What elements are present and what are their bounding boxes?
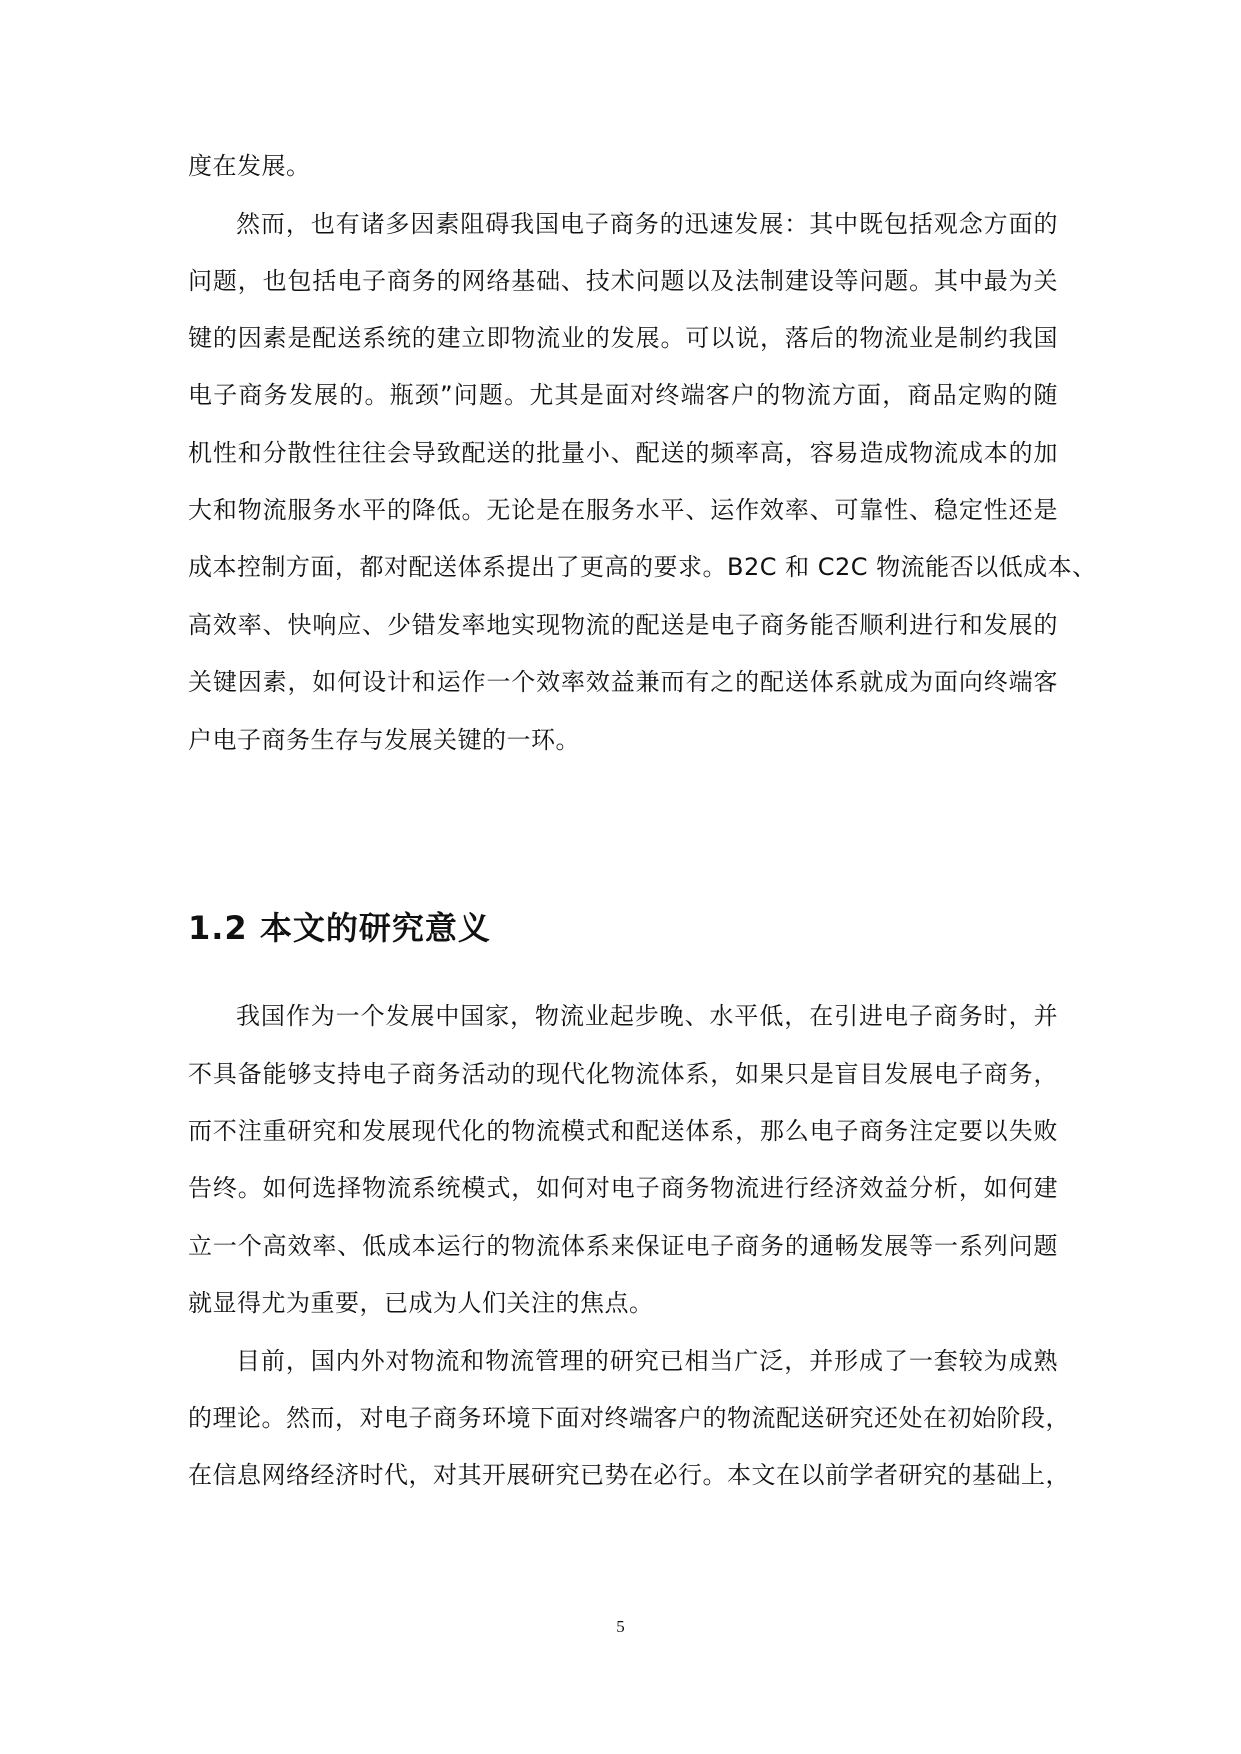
paragraph-line: 立一个高效率、低成本运行的物流体系来保证电子商务的通畅发展等一系列问题: [188, 1232, 1058, 1260]
paragraph-line: 在信息网络经济时代，对其开展研究已势在必行。本文在以前学者研究的基础上，: [188, 1461, 1070, 1489]
paragraph-line: 高效率、快响应、少错发率地实现物流的配送是电子商务能否顺利进行和发展的: [188, 611, 1058, 639]
page-number: 5: [616, 1617, 625, 1636]
paragraph-line: 我国作为一个发展中国家，物流业起步晚、水平低，在引进电子商务时，并: [236, 1002, 1058, 1030]
paragraph-line: 问题，也包括电子商务的网络基础、技术问题以及法制建设等问题。其中最为关: [188, 267, 1058, 295]
paragraph-line: 大和物流服务水平的降低。无论是在服务水平、运作效率、可靠性、稳定性还是: [188, 496, 1058, 524]
paragraph-line: 机性和分散性往往会导致配送的批量小、配送的频率高，容易造成物流成本的加: [188, 439, 1058, 467]
paragraph-line: 成本控制方面，都对配送体系提出了更高的要求。B2C 和 C2C 物流能否以低成本、: [188, 553, 1097, 581]
paragraph-line: 度在发展。: [188, 152, 311, 180]
paragraph-line: 的理论。然而，对电子商务环境下面对终端客户的物流配送研究还处在初始阶段，: [188, 1404, 1070, 1432]
paragraph-line: 告终。如何选择物流系统模式，如何对电子商务物流进行经济效益分析，如何建: [188, 1174, 1058, 1202]
paragraph-line: 键的因素是配送系统的建立即物流业的发展。可以说，落后的物流业是制约我国: [188, 324, 1058, 352]
paragraph-line: 不具备能够支持电子商务活动的现代化物流体系，如果只是盲目发展电子商务，: [188, 1060, 1058, 1088]
paragraph-line: 户电子商务生存与发展关键的一环。: [188, 726, 580, 754]
section-heading: 1.2 本文的研究意义: [188, 909, 491, 947]
paragraph-line: 而不注重研究和发展现代化的物流模式和配送体系，那么电子商务注定要以失败: [188, 1117, 1058, 1145]
paragraph-line: 电子商务发展的。瓶颈”问题。尤其是面对终端客户的物流方面，商品定购的随: [188, 381, 1058, 409]
paragraph-line: 就显得尤为重要，已成为人们关注的焦点。: [188, 1289, 654, 1317]
paragraph-line: 关键因素，如何设计和运作一个效率效益兼而有之的配送体系就成为面向终端客: [188, 668, 1058, 696]
paragraph-line: 然而，也有诸多因素阻碍我国电子商务的迅速发展：其中既包括观念方面的: [236, 210, 1058, 238]
paragraph-line: 目前，国内外对物流和物流管理的研究已相当广泛，并形成了一套较为成熟: [236, 1347, 1058, 1375]
